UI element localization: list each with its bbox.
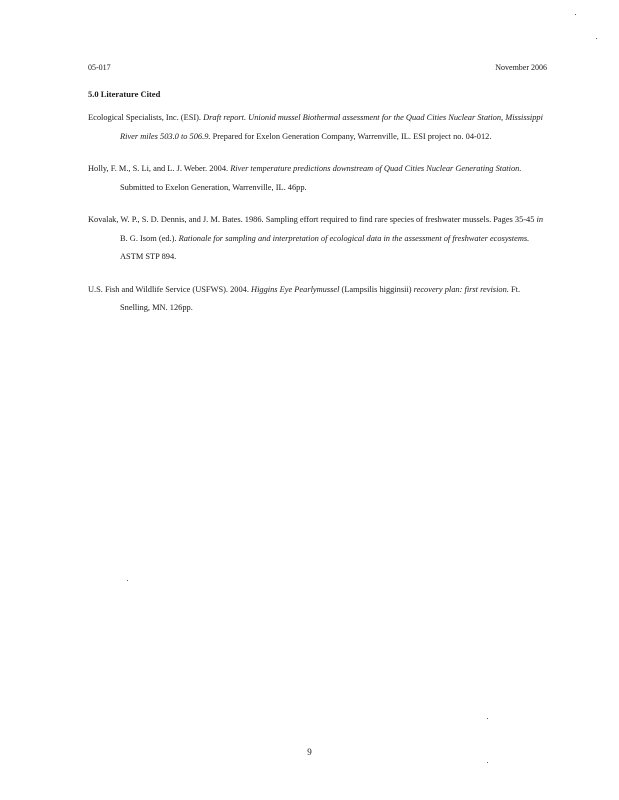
ref-details: Prepared for Exelon Generation Company, Warrenville, IL. ESI project no. 04-012.: [212, 131, 492, 141]
ref-authors: Kovalak, W. P., S. D. Dennis, and J. M. Bates.: [88, 215, 243, 224]
ref-details: Submitted to Exelon Generation, Warrenville, IL. 46pp.: [120, 182, 307, 192]
ref-details: Ft. Snelling, MN. 126pp.: [120, 284, 521, 312]
reference-list: [88, 109, 548, 332]
scan-speck: [487, 762, 488, 763]
reference-esi: [88, 109, 548, 146]
scan-speck: [596, 38, 597, 39]
report-date: November 2006: [495, 63, 547, 72]
ref-title: Rationale for sampling and interpretation of ecological data in the assessment of freshwater ecosystems.: [178, 233, 530, 243]
ref-title: River temperature predictions downstream of Quad Cities Nuclear Generating Station.: [230, 164, 522, 173]
ref-title-b: recovery plan: first revision.: [413, 284, 509, 294]
ref-year: 2004.: [230, 284, 249, 294]
scan-speck: [575, 14, 576, 15]
ref-authors: U.S. Fish and Wildlife Service (USFWS).: [88, 284, 229, 294]
ref-pre: Sampling effort required to find rare species of freshwater mussels. Pages 35-45: [265, 215, 535, 224]
report-number: 05-017: [88, 63, 111, 72]
ref-title-a: Higgins Eye Pearlymussel: [251, 284, 340, 294]
ref-authors: Holly, F. M., S. Li, and L. J. Weber.: [88, 164, 208, 173]
ref-year: 2004.: [209, 164, 229, 173]
scan-speck: [127, 580, 128, 581]
ref-editor: B. G. Isom (ed.).: [120, 233, 177, 243]
reference-holly: [88, 160, 548, 197]
reference-usfws: [88, 281, 548, 318]
reference-kovalak: [88, 211, 548, 267]
ref-year: 1986.: [244, 215, 264, 224]
ref-details: ASTM STP 894.: [120, 252, 177, 261]
ref-species: (Lampsilis higginsii): [341, 284, 412, 294]
page-number: 9: [307, 747, 312, 757]
scan-speck: [487, 718, 488, 719]
ref-title: Draft report. Unionid mussel Biothermal assessment for the Quad Cities Nuclear Station, Mississippi River miles 503.0 to 506.9.: [120, 113, 543, 141]
section-title: 5.0 Literature Cited: [88, 89, 161, 99]
ref-authors: Ecological Specialists, Inc. (ESI).: [88, 113, 202, 122]
ref-in: in: [536, 215, 544, 224]
